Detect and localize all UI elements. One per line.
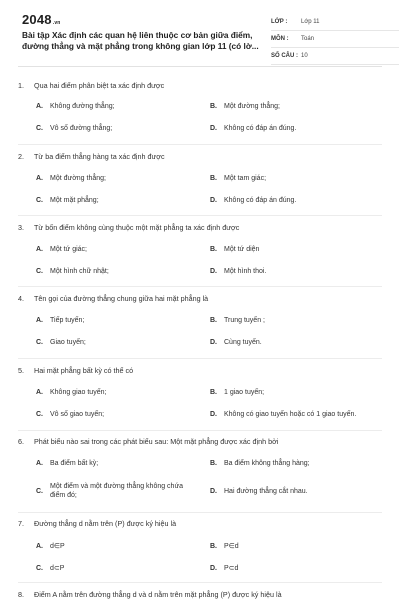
answer-option[interactable]: A. Ba điểm bất kỳ;	[36, 460, 99, 467]
answer-option[interactable]: B. P∈d	[210, 543, 239, 550]
answer-option[interactable]: D. Không có đáp án đúng.	[210, 125, 297, 132]
question-text: 5. Hai mặt phẳng bất kỳ có thể có	[18, 366, 134, 375]
meta-label: SỐ CÂU :	[271, 53, 298, 59]
question-5	[18, 366, 388, 418]
question-6	[18, 437, 388, 499]
answer-option[interactable]: C. d⊂P	[36, 565, 65, 572]
answer-option[interactable]: A. d∈P	[36, 543, 65, 550]
answer-option[interactable]: C. Một mặt phẳng;	[36, 197, 99, 204]
answer-option[interactable]: A. Không giao tuyến;	[36, 389, 107, 396]
meta-label: LỚP :	[271, 19, 288, 25]
answer-option[interactable]: A. Một tứ giác;	[36, 246, 87, 253]
question-2	[18, 152, 388, 204]
meta-label: MÔN :	[271, 36, 289, 42]
meta-row-class	[271, 14, 399, 31]
question-divider	[18, 582, 382, 583]
worksheet-meta	[271, 14, 399, 65]
question-text: 1. Qua hai điểm phân biệt ta xác định được	[18, 81, 165, 90]
question-divider	[18, 512, 382, 513]
question-text: 2. Từ ba điểm thẳng hàng ta xác định được	[18, 152, 165, 161]
question-divider	[18, 286, 382, 287]
answer-option[interactable]: D. Không có đáp án đúng.	[210, 197, 297, 204]
question-divider	[18, 358, 382, 359]
answer-option[interactable]: C. Một điểm và một đường thẳng không chứa điểm đó;	[36, 483, 184, 499]
answer-option[interactable]: A. Một đường thẳng;	[36, 175, 106, 182]
question-3	[18, 223, 388, 275]
site-logo[interactable]: 2048.vn	[22, 12, 61, 27]
answer-option[interactable]: D. Không có giao tuyến hoặc có 1 giao tuyến.	[210, 411, 357, 418]
meta-row-subject	[271, 31, 399, 48]
answer-option[interactable]: A. Không đường thẳng;	[36, 103, 115, 110]
question-divider	[18, 430, 382, 431]
answer-option[interactable]: B. 1 giao tuyến;	[210, 389, 265, 396]
question-text: 6. Phát biểu nào sai trong các phát biểu sau: Một mặt phẳng được xác định bởi	[18, 437, 279, 446]
page-header	[18, 0, 382, 67]
question-divider	[18, 215, 382, 216]
answer-option[interactable]: C. Một hình chữ nhật;	[36, 268, 109, 275]
answer-option[interactable]: B. Ba điểm không thẳng hàng;	[210, 460, 310, 467]
answer-option[interactable]: C. Vô số đường thẳng;	[36, 125, 113, 132]
question-divider	[18, 144, 382, 145]
answer-option[interactable]: D. P⊂d	[210, 565, 239, 572]
answer-option[interactable]: D. Hai đường thẳng cắt nhau.	[210, 488, 308, 495]
question-text: 4. Tên gọi của đường thẳng chung giữa hai mặt phẳng là	[18, 294, 209, 303]
meta-value: 10	[301, 53, 308, 59]
meta-row-count	[271, 48, 399, 65]
answer-option[interactable]: B. Một tam giác;	[210, 175, 267, 182]
answer-option[interactable]: D. Một hình thoi.	[210, 268, 267, 275]
answer-option[interactable]: B. Một tứ diện	[210, 246, 260, 253]
meta-value: Toán	[301, 36, 315, 42]
question-4	[18, 294, 388, 346]
question-1	[18, 81, 388, 132]
meta-value: Lớp 11	[301, 19, 320, 25]
question-text: 8. Điểm A nằm trên đường thẳng d và d nằm trên mặt phẳng (P) được ký hiệu là	[18, 590, 282, 599]
answer-option[interactable]: C. Giao tuyến;	[36, 339, 86, 346]
document-title: Bài tập Xác định các quan hệ liên thuộc cơ bản giữa điểm, đường thẳng và mặt phẳng trong không gian lớp 11 (có lờ...	[22, 30, 259, 51]
question-7	[18, 519, 388, 572]
question-text: 7. Đường thẳng d nằm trên (P) được ký hiệu là	[18, 519, 177, 528]
answer-option[interactable]: B. Trung tuyến ;	[210, 317, 265, 324]
answer-option[interactable]: A. Tiếp tuyến;	[36, 317, 85, 324]
answer-option[interactable]: C. Vô số giao tuyến;	[36, 411, 105, 418]
question-text: 3. Từ bốn điểm không cùng thuộc một mặt phẳng ta xác định được	[18, 223, 240, 232]
question-8	[18, 590, 388, 600]
answer-option[interactable]: D. Cùng tuyến.	[210, 339, 262, 346]
answer-option[interactable]: B. Một đường thẳng;	[210, 103, 280, 110]
